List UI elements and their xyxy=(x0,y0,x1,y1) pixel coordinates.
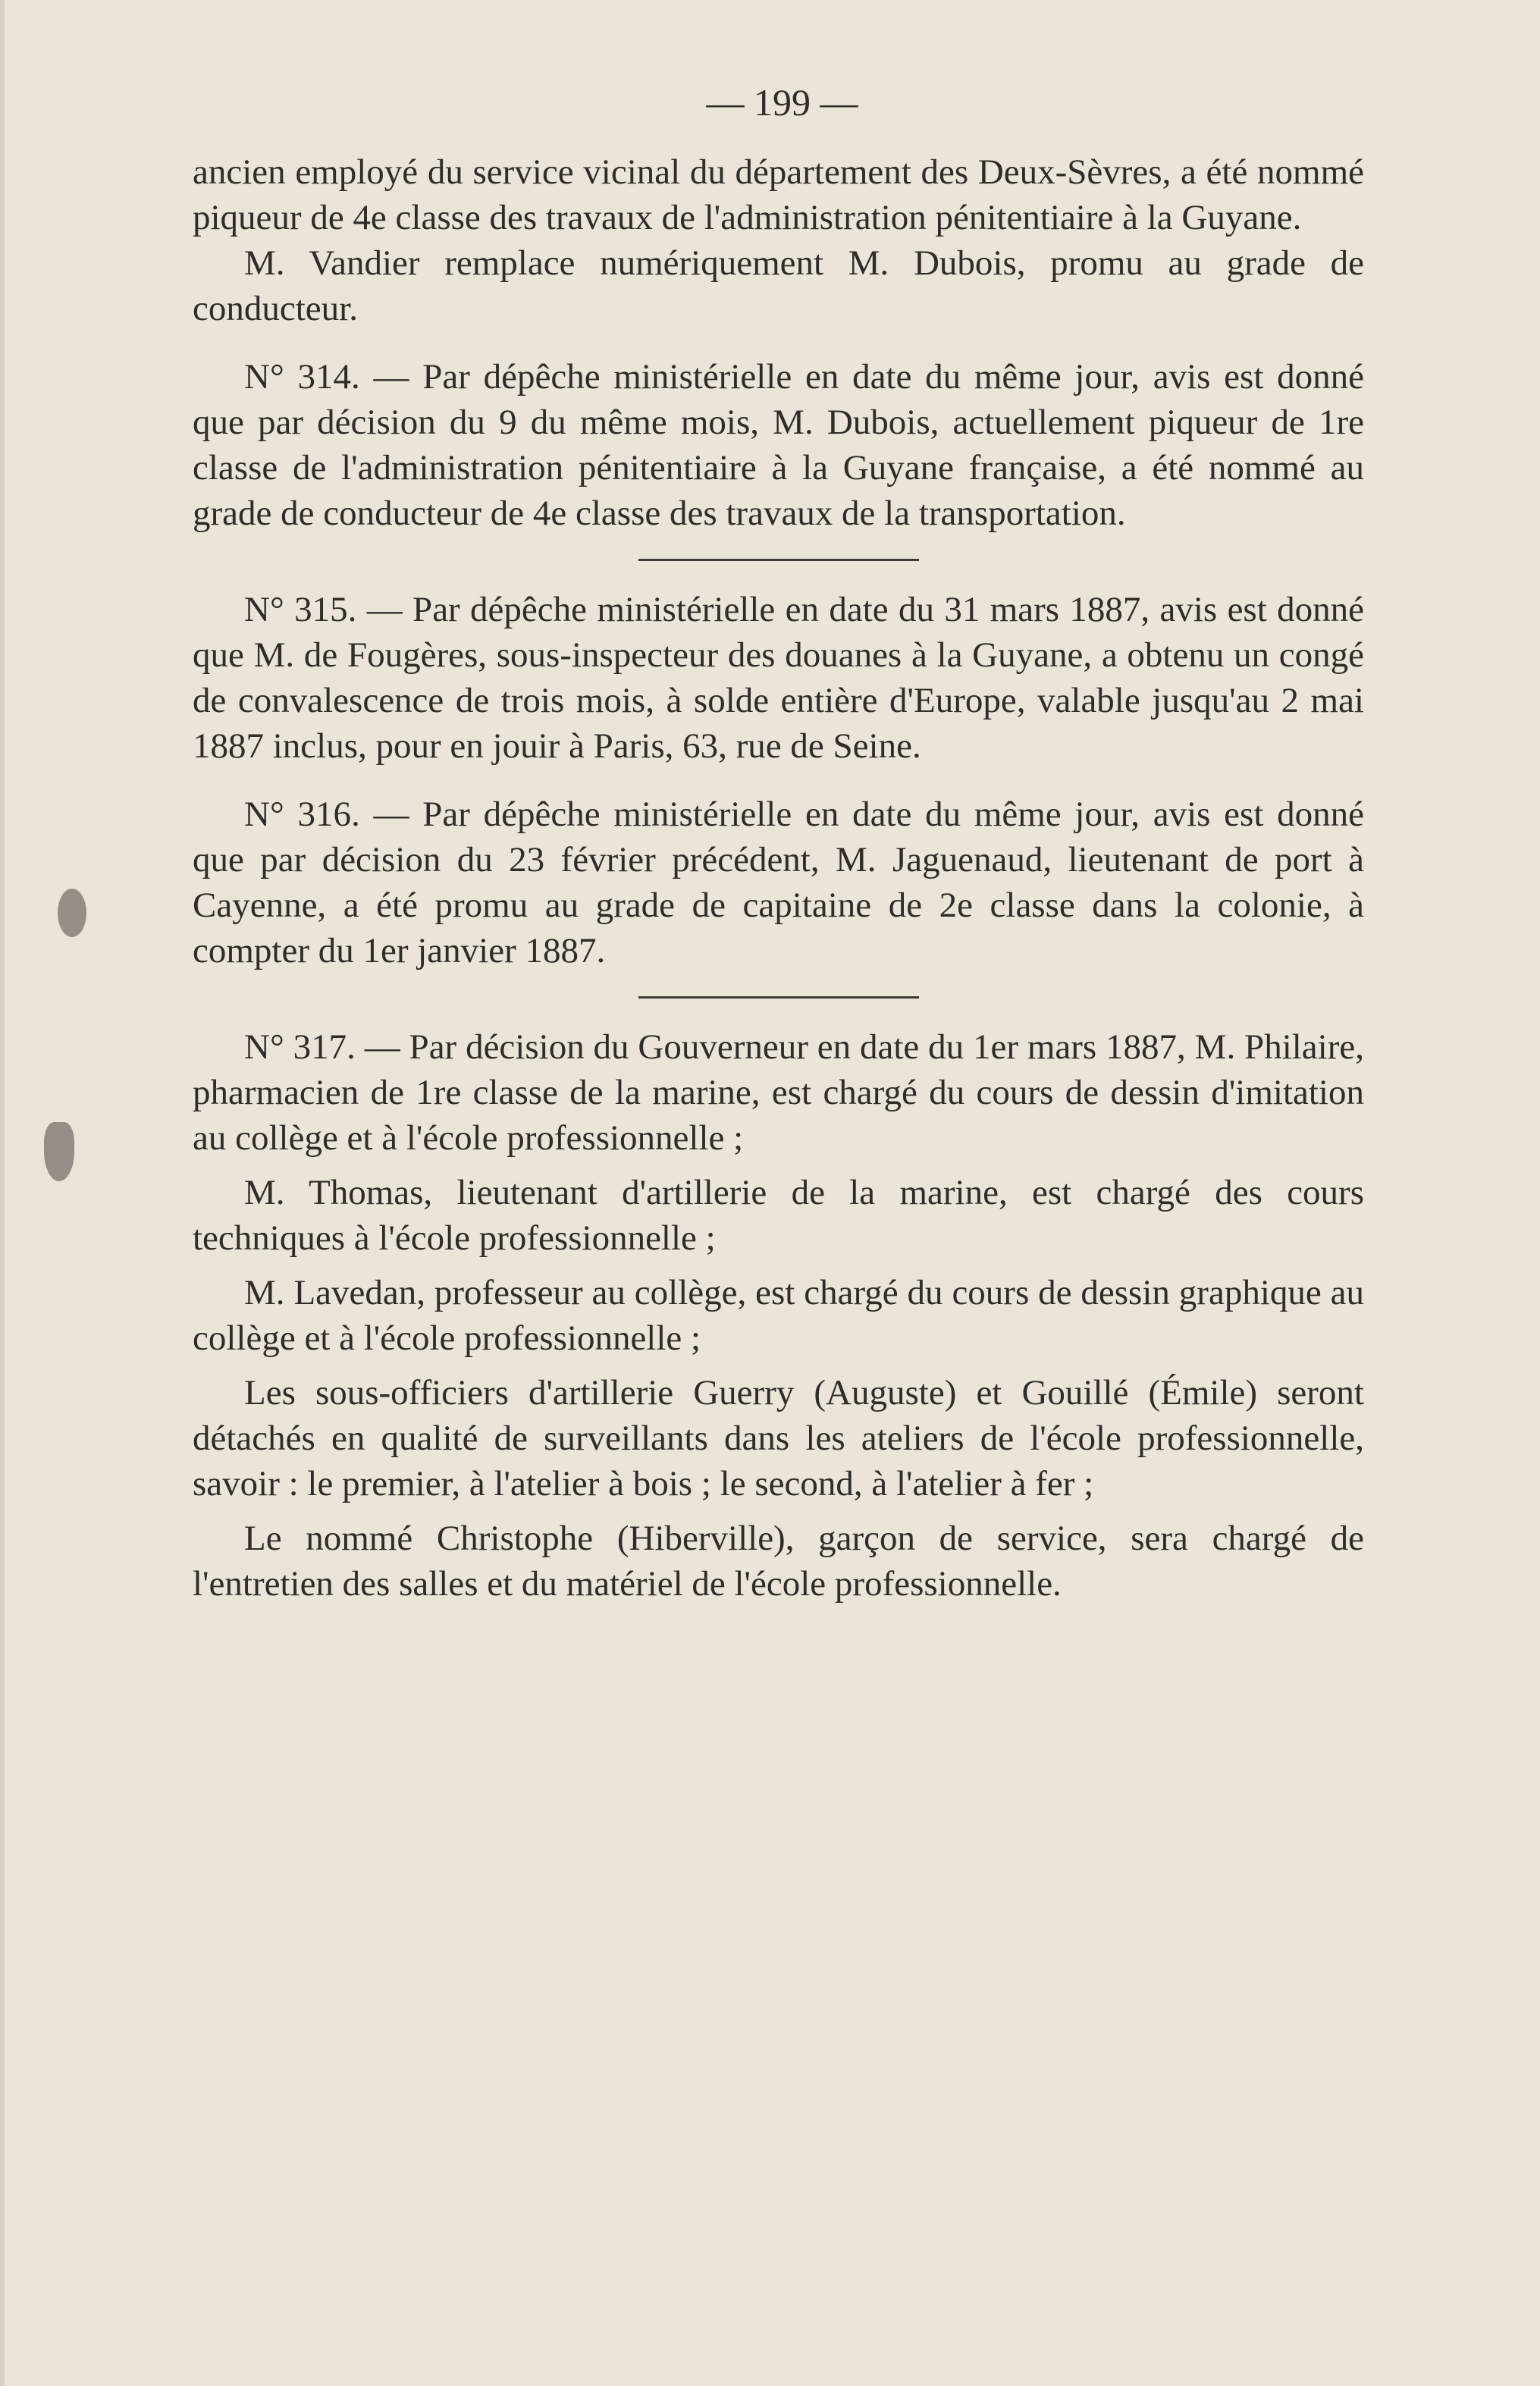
paragraph-2: M. Vandier remplace numériquement M. Dubois, promu au grade de conducteur. xyxy=(193,243,1364,328)
paragraph-8: M. Lavedan, professeur au collège, est chargé du cours de dessin graphique au collège et à l'école professionnelle ; xyxy=(193,1273,1364,1358)
paragraph-9: Les sous-officiers d'artillerie Guerry (Auguste) et Gouillé (Émile) seront détachés en qualité de surveillants dans les ateliers de l'école professionnelle, savoir : le premier, à l'atelier à bois ; le second, à l'atelier à fer ; xyxy=(193,1373,1364,1503)
paragraph-4: N° 315. — Par dépêche ministérielle en date du 31 mars 1887, avis est donné que M. de Fougères, sous-inspecteur des douanes à la Guyane, a obtenu un congé de convalescence de trois mois, à solde entière d'Europe, valable jusqu'au 2 mai 1887 inclus, pour en jouir à Paris, 63, rue de Seine. xyxy=(193,590,1364,766)
section-divider-rule-2 xyxy=(638,996,919,999)
paragraph-5: N° 316. — Par dépêche ministérielle en date du même jour, avis est donné que par décision du 23 février précédent, M. Jaguenaud, lieutenant de port à Cayenne, a été promu au grade de capitaine de 2e classe dans la colonie, à compter du 1er janvier 1887. xyxy=(193,795,1364,970)
document-body xyxy=(193,80,1364,1607)
paragraph-1: ancien employé du service vicinal du département des Deux-Sèvres, a été nommé piqueur de 4e classe des travaux de l'administration pénitentiaire à la Guyane. xyxy=(193,152,1364,237)
paragraph-6: N° 317. — Par décision du Gouverneur en date du 1er mars 1887, M. Philaire, pharmacien de 1re classe de la marine, est chargé du cours de dessin d'imitation au collège et à l'école professionnelle ; xyxy=(193,1027,1364,1158)
paragraph-3: N° 314. — Par dépêche ministérielle en date du même jour, avis est donné que par décision du 9 du même mois, M. Dubois, actuellement piqueur de 1re classe de l'administration pénitentiaire à la Guyane française, a été nommé au grade de conducteur de 4e classe des travaux de la transportation. xyxy=(193,357,1364,533)
ink-stain-mark xyxy=(58,889,86,937)
section-divider-rule xyxy=(638,559,919,561)
ink-stain-mark-lower xyxy=(44,1122,74,1181)
paragraph-7: M. Thomas, lieutenant d'artillerie de la marine, est chargé des cours techniques à l'école professionnelle ; xyxy=(193,1173,1364,1258)
paragraph-10: Le nommé Christophe (Hiberville), garçon de service, sera chargé de l'entretien des salles et du matériel de l'école professionnelle. xyxy=(193,1519,1364,1604)
page-number: — 199 — xyxy=(706,81,858,124)
